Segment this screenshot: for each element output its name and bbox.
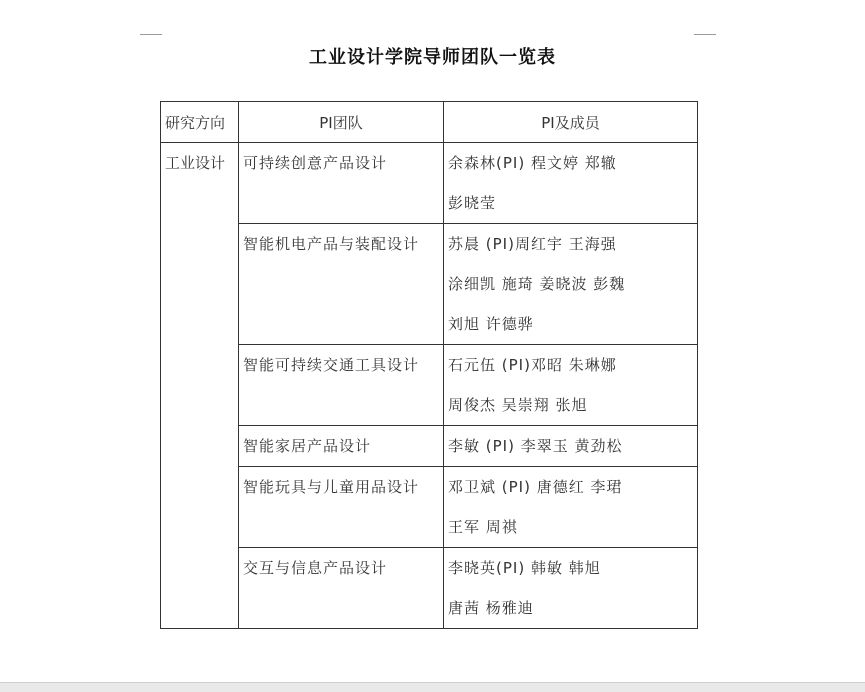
members-line: 刘旭 许德骅 [448, 315, 534, 333]
research-direction-cell [161, 143, 239, 629]
members-line: 石元伍 (PI)邓昭 朱琳娜 [448, 356, 617, 374]
team-cell [239, 426, 444, 467]
table-row [161, 467, 698, 548]
members-line: 周俊杰 吴崇翔 张旭 [448, 396, 588, 414]
members-cell [444, 467, 698, 548]
team-cell [239, 345, 444, 426]
table-row [161, 548, 698, 629]
team-name: 智能家居产品设计 [243, 437, 372, 455]
team-cell [239, 467, 444, 548]
table-row [161, 224, 698, 345]
table-header-row [161, 102, 698, 143]
header-research-direction: 研究方向 [161, 102, 239, 143]
header-pi-members: PI及成员 [444, 102, 698, 143]
members-cell [444, 548, 698, 629]
members-line: 余森林(PI) 程文婷 郑辙 [448, 154, 617, 172]
team-name: 智能机电产品与装配设计 [243, 235, 420, 253]
research-direction-label: 工业设计 [165, 154, 226, 172]
document-title: 工业设计学院导师团队一览表 [309, 47, 556, 68]
team-name: 智能可持续交通工具设计 [243, 356, 420, 374]
page-corner-marks [0, 34, 865, 36]
team-cell [239, 143, 444, 224]
members-cell [444, 426, 698, 467]
table-row [161, 143, 698, 224]
team-name: 交互与信息产品设计 [243, 559, 388, 577]
members-line: 王军 周祺 [448, 518, 518, 536]
members-cell [444, 143, 698, 224]
members-line: 苏晨 (PI)周红宇 王海强 [448, 235, 617, 253]
table-row [161, 345, 698, 426]
team-cell [239, 548, 444, 629]
members-cell [444, 224, 698, 345]
members-line: 李晓英(PI) 韩敏 韩旭 [448, 559, 601, 577]
team-name: 智能玩具与儿童用品设计 [243, 478, 420, 496]
members-line: 唐茜 杨雅迪 [448, 599, 534, 617]
members-cell [444, 345, 698, 426]
members-line: 邓卫斌 (PI) 唐德红 李珺 [448, 478, 623, 496]
table-row [161, 426, 698, 467]
members-line: 涂细凯 施琦 姜晓波 彭魏 [448, 275, 626, 293]
members-line: 李敏 (PI) 李翠玉 黄劲松 [448, 437, 623, 455]
members-line: 彭晓莹 [448, 194, 497, 212]
mentor-team-table [160, 101, 698, 629]
page-margin-mark-left [140, 34, 162, 35]
header-pi-team: PI团队 [239, 102, 444, 143]
page-margin-mark-right [694, 34, 716, 35]
team-name: 可持续创意产品设计 [243, 154, 388, 172]
team-cell [239, 224, 444, 345]
